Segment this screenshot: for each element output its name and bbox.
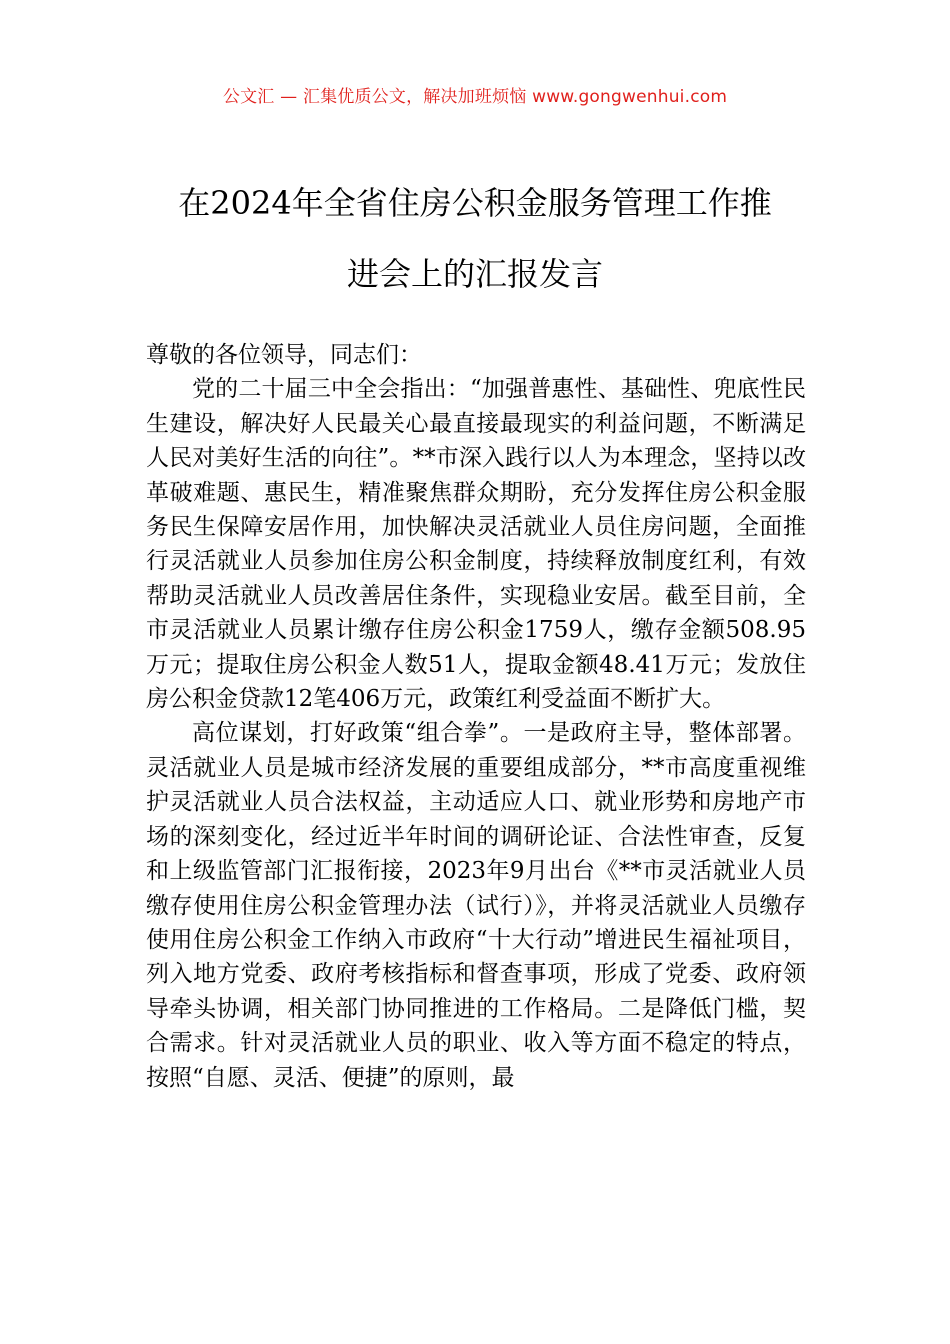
document-body — [146, 338, 806, 1095]
document-title-line2: 进会上的汇报发言 — [346, 255, 603, 293]
salutation: 尊敬的各位领导，同志们： — [146, 342, 422, 368]
document-title-line1: 在2024年全省住房公积金服务管理工作推 — [178, 184, 772, 222]
header-banner[interactable]: 公文汇 — 汇集优质公文，解决加班烦恼 www.gongwenhui.com — [222, 87, 728, 107]
paragraph-2: 高位谋划，打好政策“组合拳”。一是政府主导，整体部署。灵活就业人员是城市经济发展的重要组成部分，**市高度重视维护灵活就业人员合法权益，主动适应人口、就业形势和房地产市场的深刻变化，经过近半年时间的调研论证、合法性审查，反复和上级监管部门汇报衔接，2023年9月出台《**市灵活就业人员缴存使用住房公积金管理办法（试行）》，并将灵活就业人员缴存使用住房公积金工作纳入市政府“十大行动”增进民生福祉项目，列入地方党委、政府考核指标和督查事项，形成了党委、政府领导牵头协调，相关部门协同推进的工作格局。二是降低门槛，契合需求。针对灵活就业人员的职业、收入等方面不稳定的特点，按照“自愿、灵活、便捷”的原则，最 — [146, 720, 806, 1091]
paragraph-1: 党的二十届三中全会指出：“加强普惠性、基础性、兜底性民生建设，解决好人民最关心最直接最现实的利益问题，不断满足人民对美好生活的向往”。**市深入践行以人为本理念，坚持以改革破难题、惠民生，精准聚焦群众期盼，充分发挥住房公积金服务民生保障安居作用，加快解决灵活就业人员住房问题，全面推行灵活就业人员参加住房公积金制度，持续释放制度红利，有效帮助灵活就业人员改善居住条件，实现稳业安居。截至目前，全市灵活就业人员累计缴存住房公积金1759人，缴存金额508.95万元；提取住房公积金人数51人，提取金额48.41万元；发放住房公积金贷款12笔406万元，政策红利受益面不断扩大。 — [146, 376, 806, 713]
